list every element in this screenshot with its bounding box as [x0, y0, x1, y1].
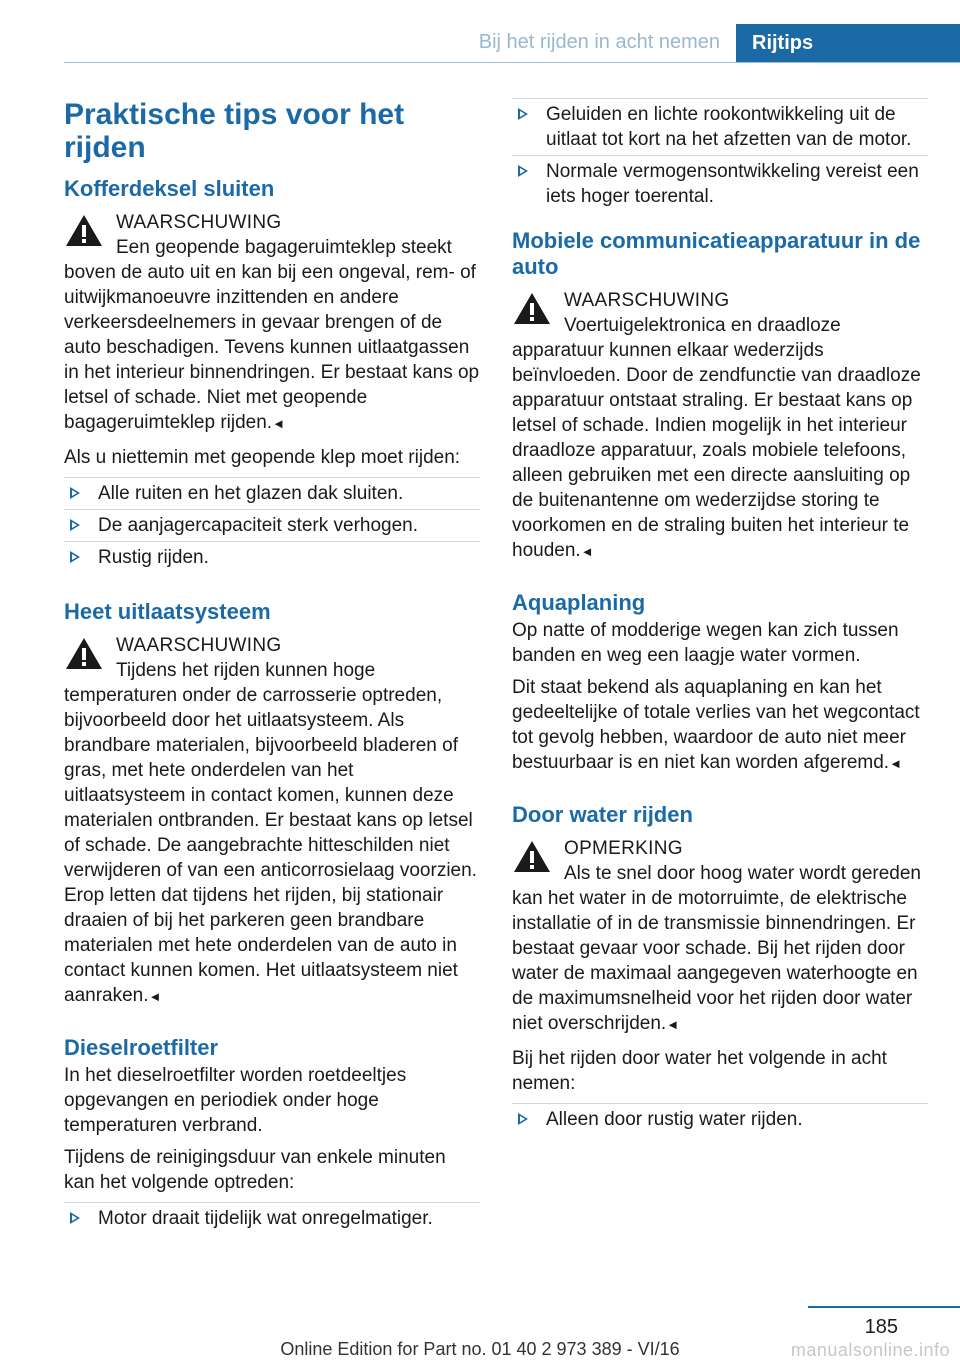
bullet-list [512, 98, 928, 212]
watermark: manualsonline.info [790, 1340, 950, 1360]
list-item [512, 155, 928, 212]
bullet-list [512, 1103, 928, 1135]
warning-triangle-icon [512, 838, 552, 874]
list-item [64, 1202, 480, 1234]
heading-kofferdeksel: Kofferdeksel sluiten [64, 176, 275, 201]
list-item-text: Rustig rijden. [98, 547, 209, 568]
bullet-list [64, 1202, 480, 1234]
heading-door-water-rijden: Door water rijden [512, 802, 693, 827]
warning-label: WAARSCHUWING [116, 212, 282, 233]
bullet-triangle-icon [518, 1113, 528, 1125]
paragraph: Op natte of modderige wegen kan zich tussen banden en weg een laagje water vormen. [512, 620, 899, 666]
warning-text: Tijdens het rijden kunnen hoge temperaturen onder de carrosserie optreden, bijvoorbeeld door het uitlaatsysteem. Als brandbare materialen, bijvoorbeeld bladeren of gras, met hete onderdelen van het uitlaatsysteem in contact komen, kunnen deze materialen ontbranden. Er bestaat kans op letsel of schade. De aangebrachte hitteschilden niet verwijderen of van een anticorrosielaag voorzien. Erop letten dat tijdens het rijden, bij stationair draaien of bij het parkeren geen brandbare materialen met hete onderdelen van de auto in contact kunnen komen. Het uitlaatsysteem niet aanraken. [64, 660, 477, 1006]
footer-rule [808, 1306, 960, 1308]
warning-label: WAARSCHUWING [116, 635, 282, 656]
warning-text: Voertuigelektronica en draadloze apparatuur kunnen elkaar wederzijds beïnvloeden. Door de zendfunctie van draadloze apparatuur ontstaat straling. Er bestaat kans op letsel of schade. Indien mogelijk in het interieur draadloze apparatuur, zoals mobiele telefoons, alleen gebruiken met een directe aansluiting op de buitenantenne om wederzijdse storing te voorkomen en de straling buiten het interieur te houden. [512, 315, 921, 561]
header-rule [64, 62, 960, 63]
edition-line: Online Edition for Part no. 01 40 2 973 389 - VI/16 [280, 1339, 680, 1359]
paragraph-text: Dit staat bekend als aquaplaning en kan het gedeeltelijke of totale verlies van het wegcontact tot gevolg hebben, waardoor de auto niet meer bestuurbaar is en niet kan worden afgeremd. [512, 677, 920, 773]
warning-block [64, 210, 480, 436]
end-mark: ◄ [580, 544, 594, 559]
list-item [512, 98, 928, 155]
end-mark: ◄ [272, 416, 285, 431]
bullet-triangle-icon [518, 165, 528, 177]
warning-triangle-icon [512, 290, 552, 326]
list-item-text: Normale vermogensontwikkeling vereist een iets hoger toerental. [546, 161, 919, 207]
warning-block [512, 288, 928, 564]
paragraph: Bij het rijden door water het volgende in acht nemen: [512, 1048, 887, 1094]
list-item-text: Alleen door rustig water rijden. [546, 1109, 803, 1130]
list-item-text: Geluiden en lichte rookontwikkeling uit de uitlaat tot kort na het afzetten van de motor. [546, 104, 912, 150]
list-item [64, 477, 480, 509]
list-item [64, 509, 480, 541]
heading-aquaplaning: Aquaplaning [512, 590, 646, 615]
list-item-text: Alle ruiten en het glazen dak sluiten. [98, 483, 404, 504]
end-mark: ◄ [666, 1017, 680, 1032]
notice-label: OPMERKING [564, 838, 683, 859]
heading-dieselroetfilter: Dieselroetfilter [64, 1035, 219, 1060]
warning-label: WAARSCHUWING [564, 290, 730, 311]
list-item [64, 541, 480, 573]
end-mark: ◄ [148, 989, 162, 1004]
warning-block [64, 633, 480, 1009]
page-number: 185 [864, 1316, 898, 1338]
bullet-list [64, 477, 480, 573]
warning-triangle-icon [64, 635, 104, 671]
bullet-triangle-icon [70, 519, 80, 531]
warning-text: Een geopende bagageruimteklep steekt boven de auto uit en kan bij een ongeval, rem- of uitwijkmanoeuvre inzittenden en andere verkeersdeelnemers in gevaar brengen of de auto beschadigen. Tevens kunnen uitlaatgassen in het interieur binnendringen. Er bestaat kans op letsel of schade. Niet met geopende bagageruimteklep rijden. [64, 237, 480, 433]
end-mark: ◄ [889, 756, 902, 771]
paragraph: Tijdens de reinigingsduur van enkele minuten kan het volgende optreden: [64, 1147, 446, 1193]
warning-triangle-icon [64, 212, 104, 248]
heading-uitlaatsysteem: Heet uitlaatsysteem [64, 599, 271, 624]
notice-text: Als te snel door hoog water wordt gereden kan het water in de motorruimte, de elektrische installatie of in de transmissie binnendringen. Er bestaat gevaar voor schade. Bij het rijden door water de maximaal aangegeven waterhoogte en de maximumsnelheid voor het rijden door water niet overschrijden. [512, 863, 921, 1034]
notice-block [512, 836, 928, 1037]
chapter-tab: Rijtips [736, 24, 960, 62]
list-item-text: De aanjagercapaciteit sterk verhogen. [98, 515, 419, 536]
list-item [512, 1103, 928, 1135]
bullet-triangle-icon [70, 551, 80, 563]
heading-mobiele-communicatie: Mobiele communicatieapparatuur in de auto [512, 228, 921, 279]
page-title: Praktische tips voor het rijden [64, 98, 405, 164]
right-column [512, 98, 928, 1135]
paragraph: Als u niettemin met geopende klep moet rijden: [64, 447, 461, 468]
left-column [64, 98, 480, 1234]
bullet-triangle-icon [70, 1212, 80, 1224]
paragraph [512, 675, 928, 776]
running-header-section: Bij het rijden in acht nemen [478, 31, 720, 53]
list-item-text: Motor draait tijdelijk wat onregelmatiger. [98, 1208, 433, 1229]
bullet-triangle-icon [518, 108, 528, 120]
bullet-triangle-icon [70, 487, 80, 499]
paragraph: In het dieselroetfilter worden roetdeeltjes opgevangen en periodiek onder hoge temperaturen verbrand. [64, 1065, 407, 1136]
